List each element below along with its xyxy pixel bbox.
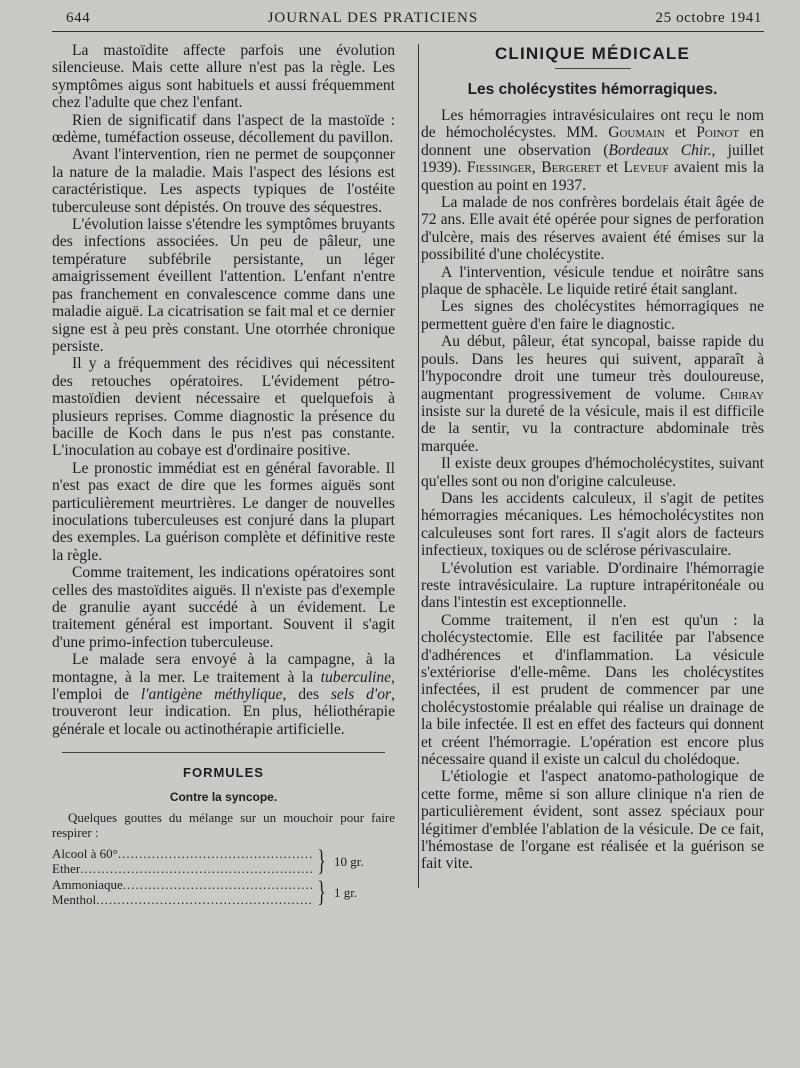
- recipe-item: Menthol .....: [52, 892, 314, 907]
- right-column: [405, 42, 764, 908]
- two-column-body: [52, 42, 764, 908]
- journal-title: JOURNAL DES PRATICIENS: [267, 10, 479, 26]
- recipe-dose: 10 gr.: [334, 853, 364, 869]
- paragraph: L'évolution laisse s'étendre les symptômes bruyants des infections associées. Un peu de pâleur, une température subfébrile persistante, un léger amaigrissement éveillent l'attention. L'enfant n'entre pas franchement en convalescence comme dans une maladie aiguë. La cicatrisation se fait mal et ce dernier signe est à peu près constant. Une otorrhée chronique persiste.: [52, 216, 395, 355]
- text-run: , l'emploi de: [52, 668, 395, 704]
- paragraph: Les hémorragies intravésiculaires ont reçu le nom de hémocholécystes. MM. Goumain et Poinot en donnent une observation (Bordeaux Chir., juillet 1939). Fiessinger, Bergeret et Leveuf avaient mis la question au point en 1937.: [421, 107, 764, 194]
- author-name: Bergeret: [541, 159, 602, 177]
- issue-date: 25 octobre 1941: [655, 10, 762, 26]
- paragraph: Avant l'intervention, rien ne permet de soupçonner la nature de la maladie. Mais l'aspect des lésions est caractéristique. Les aspects typiques de l'ostéite tuberculeuse sont dépistés. On trouve des séquestres.: [52, 146, 395, 216]
- italic-term: sels d'or: [330, 686, 392, 704]
- article-title: Les cholécystites hémorragiques.: [467, 81, 718, 98]
- paragraph: Comme traitement, les indications opératoires sont celles des mastoïdites aiguës. Il n'existe pas d'exemple de granulie ayant succédé à un évidement. Le traitement général est important. Souvent il s'agit d'une primo-infection tuberculeuse.: [52, 564, 395, 651]
- author-name: Goumain: [608, 124, 665, 142]
- recipe: [52, 846, 395, 907]
- heading-rule: [555, 68, 631, 69]
- journal-reference: Bordeaux Chir.: [608, 141, 712, 159]
- paragraph: Dans les accidents calculeux, il s'agit de petites hémorragies mécaniques. Les hémocholécystites non calculeuses sont fort rares. Il s'agit alors de facteurs infectieux, toxiques ou de sclérose périvasculaire.: [421, 489, 764, 560]
- paragraph: L'évolution est variable. D'ordinaire l'hémorragie reste intravésiculaire. La rupture intrapéritonéale ou dans l'intestin est exceptionnelle.: [421, 559, 764, 612]
- recipe-group: [52, 877, 395, 907]
- recipe-dose: 1 gr.: [334, 884, 358, 900]
- italic-term: tuberculine: [320, 668, 392, 686]
- formules-box: [52, 765, 395, 907]
- left-column: [52, 42, 405, 908]
- page-header: [52, 10, 764, 32]
- paragraph: [52, 651, 395, 738]
- paragraph: Comme traitement, il n'en est qu'un : la cholécystectomie. Elle est facilitée par l'absence d'adhérences et d'inflammation. La vésicule s'extériorise d'elle-même. Dans les cholécystites infectées, il est prudent de commencer par une cholécystostomie préalable qui réalise un drainage de la bile infectée. Il est en effet des facteurs qui donnent et créent l'hémorragie. L'opération est encore plus nécessaire quand il existe un calcul du cholédoque.: [421, 611, 764, 769]
- text-run: , trouveront leur indication. En plus, héliothérapie générale et locale ou actinothérapie artificielle.: [52, 686, 395, 738]
- formules-intro: Quelques gouttes du mélange sur un mouchoir pour faire respirer :: [52, 810, 395, 841]
- section-heading: CLINIQUE MÉDICALE: [494, 44, 691, 63]
- author-name: Leveuf: [623, 159, 669, 177]
- paragraph: Il existe deux groupes d'hémocholécystites, suivant qu'elles sont ou non d'origine calculeuse.: [421, 455, 764, 490]
- formules-title: FORMULES: [183, 765, 264, 781]
- paragraph: La malade de nos confrères bordelais était âgée de 72 ans. Elle avait été opérée pour signes de perforation d'ulcère, mais des réserves avaient été émises sur la possibilité d'une cholécystite.: [421, 194, 764, 264]
- section-divider: [62, 752, 385, 753]
- formules-subtitle: Contre la syncope.: [169, 790, 278, 805]
- recipe-item: Ammoniaque .....: [52, 877, 314, 892]
- author-name: Chiray: [719, 385, 764, 403]
- brace-icon: }: [317, 844, 326, 878]
- paragraph: Les signes des cholécystites hémorragiques ne permettent guère d'en faire le diagnostic.: [421, 298, 764, 333]
- paragraph: La mastoïdite affecte parfois une évolution silencieuse. Mais cette allure n'est pas la règle. Les symptômes aigus sont habituels et aussi fréquemment chez l'adulte que chez l'enfant.: [52, 42, 395, 112]
- brace-icon: }: [317, 875, 326, 909]
- column-divider: [418, 44, 419, 888]
- paragraph: L'étiologie et l'aspect anatomo-pathologique de cette forme, même si son allure clinique n'a rien de particulièrement évident, sont assez spéciaux pour légitimer d'emblée l'ablation de la vésicule. De ce fait, l'hémostase de l'organe est réalisée et la guérison se fait vite.: [421, 768, 764, 873]
- italic-term: l'antigène méthylique: [140, 686, 283, 704]
- recipe-item: Alcool à 60° .....: [52, 846, 314, 861]
- recipe-item: Ether .....: [52, 861, 314, 876]
- paragraph: Au début, pâleur, état syncopal, baisse rapide du pouls. Dans les heures qui suivent, apparaît à l'hypocondre droit une tumeur très douloureuse, augmentant progressivement de volume. Chiray insiste sur la dureté de la vésicule, mais il est difficile de la sentir, vu la contracture abdominale très marquée.: [421, 333, 764, 455]
- text-run: Le malade sera envoyé à la campagne, à la montagne, à la mer. Le traitement à la: [52, 651, 395, 686]
- author-name: Fiessinger: [466, 159, 532, 177]
- paragraph: Le pronostic immédiat est en général favorable. Il n'est pas exact de dire que les formes aiguës sont particulièrement meurtrières. Le danger de nouvelles inoculations tuberculeuses est conjuré dans la plupart des exemples. La guérison complète et définitive reste la règle.: [52, 459, 395, 564]
- author-name: Poinot: [696, 124, 740, 142]
- paragraph: Rien de significatif dans l'aspect de la mastoïde : œdème, tuméfaction osseuse, décollement du pavillon.: [52, 111, 395, 147]
- paragraph: Il y a fréquemment des récidives qui nécessitent des retouches opératoires. L'évidement pétro-mastoïdien devient nécessaire et quelquefois à plusieurs reprises. Comme diagnostic la présence du bacille de Koch dans le pus n'est pas constante. L'inoculation au cobaye est d'ordinaire positive.: [52, 355, 395, 460]
- paragraph: A l'intervention, vésicule tendue et noirâtre sans plaque de sphacèle. Le liquide retiré était sanglant.: [421, 263, 764, 299]
- recipe-group: [52, 846, 395, 876]
- text-run: , des: [282, 686, 331, 704]
- page-number: 644: [66, 10, 91, 26]
